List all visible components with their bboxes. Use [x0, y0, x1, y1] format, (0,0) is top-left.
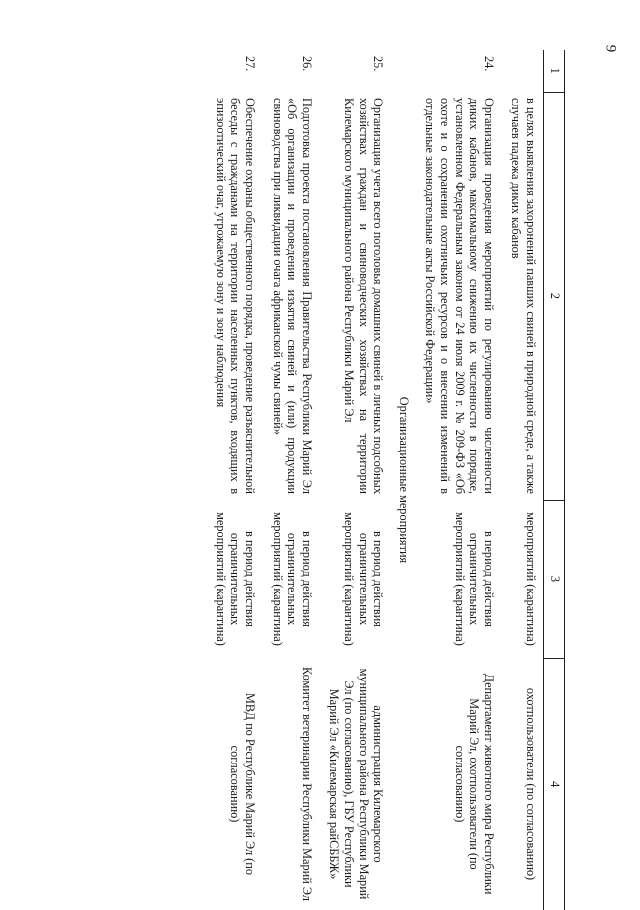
row-number: [501, 50, 544, 92]
row-number: 27.: [243, 56, 258, 72]
rotated-table-wrapper: [145, 50, 565, 910]
row-term: в период действия ограничительных мероприятий (карантина): [342, 512, 386, 646]
row-term: в период действия ограничительных мероприятий (карантина): [213, 512, 258, 646]
header-col-2: 2: [544, 92, 565, 500]
row-number: 26.: [299, 56, 314, 72]
row-action: Организация учета всего поголовья домашних свиней в личных подсобных хозяйствах граждан и свиноводческих хозяйствах на территории Килемарского муниципального района Республики Марий Эл: [342, 98, 386, 494]
row-responsible: охотпользователи (по согласованию): [524, 687, 538, 881]
row-action: Подготовка проекта постановления Правительства Республики Марий Эл «Об организации и проведении изъятия свиней и (или) продукции свиноводства при ликвидации очага африканской чумы свиней»: [270, 98, 314, 494]
row-term: в период действия ограничительных мероприятий (карантина): [270, 512, 314, 646]
section-title: Организационные мероприятия: [396, 396, 411, 564]
row-responsible: администрация Килемарского муниципального района Республики Марий Эл (по согласованию), ГБУ Республики Марий Эл «Килемарская райСББЖ»: [327, 668, 386, 900]
page-number: 9: [602, 44, 619, 53]
table-row: [205, 50, 262, 910]
table-row: [501, 50, 544, 910]
table-header-row: [544, 50, 565, 910]
row-responsible: МВД по Республике Марий Эл (по согласованию): [228, 692, 258, 876]
row-term: мероприятий (карантина): [524, 512, 538, 646]
table-row: [415, 50, 501, 910]
row-term: в период действия ограничительных мероприятий (карантина): [452, 512, 496, 646]
table-row: [262, 50, 319, 910]
row-action: в целях выявления захоронений павших свиней в природной среде, а также случаев падежа диких кабанов: [509, 98, 538, 494]
header-col-1: 1: [544, 50, 565, 92]
row-action: Организация проведения мероприятий по регулированию численности диких кабанов, максимальному снижению их численности в порядке, установленном Федеральным законом от 24 июля 2009 г. № 209-ФЗ «Об охоте и о сохранении охотничьих ресурсов и о внесении изменений в отдельные законодательные акты Российской Федерации»: [423, 98, 496, 494]
header-col-4: 4: [544, 658, 565, 910]
measures-table: [205, 50, 565, 910]
row-action: Обеспечение охраны общественного порядка, проведение разъяснительной беседы с гражданами на территории населенных пунктов, входящих в эпизоотический очаг, угрожаемую зону и зону наблюдения: [213, 98, 258, 494]
table-row: [319, 50, 390, 910]
row-responsible: Департамент животного мира Республики Марий Эл, охотпользователи (по согласованию): [452, 673, 496, 895]
row-number: 25.: [371, 56, 386, 72]
section-row: [390, 50, 415, 910]
header-col-3: 3: [544, 500, 565, 658]
row-number: 24.: [481, 56, 496, 72]
row-responsible: Комитет ветеринарии Республики Марий Эл: [299, 667, 314, 901]
